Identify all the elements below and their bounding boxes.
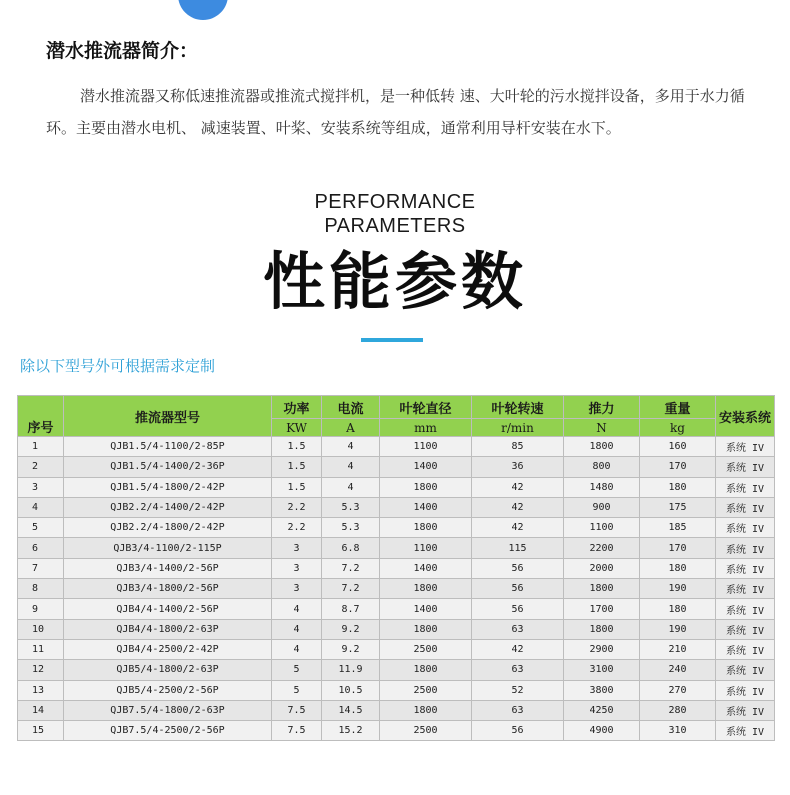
table-row (18, 680, 775, 700)
cell-thrust: 2200 (564, 538, 640, 558)
col-header-install: 安装系统 (716, 396, 775, 437)
cell-model: QJB1.5/4-1400/2-36P (64, 457, 272, 477)
cell-weight: 190 (640, 579, 716, 599)
cell-power: 3 (272, 558, 322, 578)
cell-diameter: 2500 (380, 680, 472, 700)
cell-diameter: 1800 (380, 619, 472, 639)
cell-weight: 180 (640, 558, 716, 578)
performance-chinese-heading: 性能参数 (262, 245, 527, 318)
table-row (18, 457, 775, 477)
cell-current: 11.9 (322, 660, 380, 680)
table-row (18, 518, 775, 538)
cell-power: 3 (272, 538, 322, 558)
cell-current: 14.5 (322, 700, 380, 720)
cell-index: 6 (18, 538, 64, 558)
cell-install: 系统 IV (716, 579, 775, 599)
table-row (18, 660, 775, 680)
cell-speed: 42 (472, 477, 564, 497)
cell-diameter: 1100 (380, 538, 472, 558)
cell-model: QJB5/4-1800/2-63P (64, 660, 272, 680)
col-header-power: 功率 (272, 396, 322, 419)
decorative-blue-shape (178, 0, 228, 20)
unit-thrust: N (564, 419, 640, 437)
unit-impeller-diameter: mm (380, 419, 472, 437)
cell-install: 系统 IV (716, 558, 775, 578)
performance-english-line2: PARAMETERS (324, 215, 466, 237)
cell-power: 1.5 (272, 437, 322, 457)
cell-model: QJB3/4-1400/2-56P (64, 558, 272, 578)
cell-thrust: 1700 (564, 599, 640, 619)
cell-model: QJB2.2/4-1400/2-42P (64, 497, 272, 517)
cell-install: 系统 IV (716, 619, 775, 639)
cell-install: 系统 IV (716, 721, 775, 741)
cell-model: QJB7.5/4-2500/2-56P (64, 721, 272, 741)
cell-install: 系统 IV (716, 599, 775, 619)
cell-speed: 42 (472, 497, 564, 517)
cell-power: 1.5 (272, 457, 322, 477)
cell-weight: 170 (640, 457, 716, 477)
performance-english-line1: PERFORMANCE (314, 191, 476, 213)
cell-weight: 180 (640, 599, 716, 619)
cell-speed: 63 (472, 619, 564, 639)
cell-thrust: 1800 (564, 579, 640, 599)
cell-power: 4 (272, 619, 322, 639)
cell-current: 9.2 (322, 639, 380, 659)
cell-weight: 210 (640, 639, 716, 659)
table-row (18, 639, 775, 659)
cell-current: 15.2 (322, 721, 380, 741)
cell-diameter: 1400 (380, 497, 472, 517)
cell-speed: 56 (472, 579, 564, 599)
cell-thrust: 1800 (564, 437, 640, 457)
cell-model: QJB2.2/4-1800/2-42P (64, 518, 272, 538)
cell-current: 5.3 (322, 497, 380, 517)
cell-current: 8.7 (322, 599, 380, 619)
table-row (18, 558, 775, 578)
cell-diameter: 1400 (380, 457, 472, 477)
cell-speed: 85 (472, 437, 564, 457)
table-row (18, 579, 775, 599)
cell-speed: 42 (472, 518, 564, 538)
cell-current: 7.2 (322, 579, 380, 599)
cell-thrust: 2900 (564, 639, 640, 659)
cell-power: 5 (272, 680, 322, 700)
cell-speed: 36 (472, 457, 564, 477)
table-row (18, 619, 775, 639)
cell-thrust: 2000 (564, 558, 640, 578)
cell-install: 系统 IV (716, 680, 775, 700)
cell-current: 4 (322, 477, 380, 497)
cell-model: QJB4/4-1400/2-56P (64, 599, 272, 619)
cell-diameter: 1100 (380, 437, 472, 457)
cell-diameter: 1800 (380, 700, 472, 720)
cell-current: 4 (322, 457, 380, 477)
cell-speed: 52 (472, 680, 564, 700)
cell-index: 5 (18, 518, 64, 538)
cell-speed: 63 (472, 700, 564, 720)
unit-weight: kg (640, 419, 716, 437)
cell-install: 系统 IV (716, 639, 775, 659)
cell-power: 1.5 (272, 477, 322, 497)
cell-diameter: 2500 (380, 721, 472, 741)
cell-install: 系统 IV (716, 518, 775, 538)
cell-install: 系统 IV (716, 477, 775, 497)
cell-power: 5 (272, 660, 322, 680)
cell-thrust: 4900 (564, 721, 640, 741)
cell-power: 2.2 (272, 497, 322, 517)
table-row (18, 437, 775, 457)
cell-power: 3 (272, 579, 322, 599)
cell-index: 15 (18, 721, 64, 741)
cell-index: 2 (18, 457, 64, 477)
table-row (18, 477, 775, 497)
cell-index: 12 (18, 660, 64, 680)
cell-model: QJB1.5/4-1100/2-85P (64, 437, 272, 457)
table-row (18, 497, 775, 517)
cell-model: QJB5/4-2500/2-56P (64, 680, 272, 700)
cell-speed: 42 (472, 639, 564, 659)
cell-current: 10.5 (322, 680, 380, 700)
table-row (18, 599, 775, 619)
cell-index: 13 (18, 680, 64, 700)
cell-diameter: 1800 (380, 477, 472, 497)
cell-install: 系统 IV (716, 538, 775, 558)
cell-current: 9.2 (322, 619, 380, 639)
cell-model: QJB1.5/4-1800/2-42P (64, 477, 272, 497)
col-header-index: 序号 (18, 396, 64, 437)
table-row (18, 538, 775, 558)
col-header-impeller-diameter: 叶轮直径 (380, 396, 472, 419)
cell-index: 8 (18, 579, 64, 599)
cell-index: 3 (18, 477, 64, 497)
cell-weight: 180 (640, 477, 716, 497)
cell-diameter: 1800 (380, 579, 472, 599)
table-body (18, 437, 775, 741)
cell-weight: 185 (640, 518, 716, 538)
cell-diameter: 2500 (380, 639, 472, 659)
cell-install: 系统 IV (716, 497, 775, 517)
cell-index: 4 (18, 497, 64, 517)
cell-power: 4 (272, 639, 322, 659)
cell-thrust: 1800 (564, 619, 640, 639)
cell-weight: 190 (640, 619, 716, 639)
cell-model: QJB3/4-1100/2-115P (64, 538, 272, 558)
col-header-thrust: 推力 (564, 396, 640, 419)
cell-thrust: 800 (564, 457, 640, 477)
cell-thrust: 3800 (564, 680, 640, 700)
cell-current: 6.8 (322, 538, 380, 558)
table-row (18, 721, 775, 741)
col-header-impeller-speed: 叶轮转速 (472, 396, 564, 419)
table-row (18, 700, 775, 720)
col-header-model: 推流器型号 (64, 396, 272, 437)
cell-model: QJB7.5/4-1800/2-63P (64, 700, 272, 720)
cell-speed: 115 (472, 538, 564, 558)
cell-thrust: 3100 (564, 660, 640, 680)
cell-install: 系统 IV (716, 700, 775, 720)
unit-current: A (322, 419, 380, 437)
cell-power: 4 (272, 599, 322, 619)
intro-paragraph: 潜水推流器又称低速推流器或推流式搅拌机，是一种低转 速、大叶轮的污水搅拌设备，多用于水力循环。主要由潜水电机、 减速装置、叶桨、安装系统等组成，通常利用导杆安装在水下。 (46, 87, 745, 137)
cell-speed: 56 (472, 599, 564, 619)
cell-weight: 310 (640, 721, 716, 741)
cell-current: 7.2 (322, 558, 380, 578)
cell-weight: 240 (640, 660, 716, 680)
cell-current: 5.3 (322, 518, 380, 538)
cell-thrust: 1100 (564, 518, 640, 538)
cell-install: 系统 IV (716, 660, 775, 680)
cell-index: 14 (18, 700, 64, 720)
unit-impeller-speed: r/min (472, 419, 564, 437)
cell-diameter: 1800 (380, 518, 472, 538)
cell-weight: 280 (640, 700, 716, 720)
cell-current: 4 (322, 437, 380, 457)
cell-thrust: 900 (564, 497, 640, 517)
cell-index: 11 (18, 639, 64, 659)
cell-speed: 56 (472, 721, 564, 741)
cell-power: 2.2 (272, 518, 322, 538)
table-header-row (18, 396, 775, 419)
cell-power: 7.5 (272, 700, 322, 720)
cell-model: QJB4/4-2500/2-42P (64, 639, 272, 659)
unit-power: KW (272, 419, 322, 437)
heading-divider (361, 338, 423, 342)
cell-diameter: 1400 (380, 558, 472, 578)
cell-diameter: 1400 (380, 599, 472, 619)
col-header-weight: 重量 (640, 396, 716, 419)
cell-index: 9 (18, 599, 64, 619)
cell-weight: 175 (640, 497, 716, 517)
cell-index: 1 (18, 437, 64, 457)
cell-speed: 63 (472, 660, 564, 680)
performance-english-heading (0, 190, 790, 238)
parameter-table (17, 395, 775, 741)
cell-install: 系统 IV (716, 437, 775, 457)
cell-model: QJB4/4-1800/2-63P (64, 619, 272, 639)
customization-note: 除以下型号外可根据需求定制 (20, 357, 216, 375)
cell-index: 10 (18, 619, 64, 639)
cell-diameter: 1800 (380, 660, 472, 680)
col-header-current: 电流 (322, 396, 380, 419)
intro-title: 潜水推流器简介： (46, 40, 199, 62)
cell-thrust: 1480 (564, 477, 640, 497)
cell-install: 系统 IV (716, 457, 775, 477)
cell-thrust: 4250 (564, 700, 640, 720)
cell-weight: 160 (640, 437, 716, 457)
cell-model: QJB3/4-1800/2-56P (64, 579, 272, 599)
cell-weight: 270 (640, 680, 716, 700)
cell-index: 7 (18, 558, 64, 578)
cell-speed: 56 (472, 558, 564, 578)
cell-weight: 170 (640, 538, 716, 558)
cell-power: 7.5 (272, 721, 322, 741)
